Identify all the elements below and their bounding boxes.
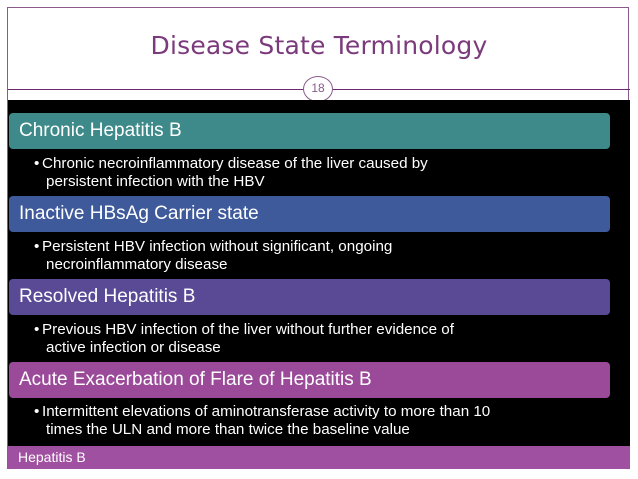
term-label: Acute Exacerbation of Flare of Hepatitis B (19, 369, 372, 390)
term-chronic-hepatitis-b (9, 113, 610, 149)
slide-title: Disease State Terminology (150, 31, 488, 60)
description-line: active infection or disease (46, 339, 221, 356)
slide-number-badge: 18 (303, 76, 333, 102)
term-label: Resolved Hepatitis B (19, 286, 196, 307)
term-label: Inactive HBsAg Carrier state (19, 203, 259, 224)
term-inactive-carrier (9, 196, 610, 232)
footer-bar (8, 446, 630, 469)
bullet-icon: • (34, 155, 40, 172)
bullet-icon: • (34, 321, 40, 338)
bullet-icon: • (34, 238, 40, 255)
description-line: Chronic necroinflammatory disease of the liver caused by (42, 155, 428, 172)
term-acute-exacerbation (9, 362, 610, 398)
description-line: persistent infection with the HBV (46, 173, 265, 190)
footer-label: Hepatitis B (18, 449, 86, 465)
term-description (34, 321, 454, 357)
description-line: Previous HBV infection of the liver without further evidence of (42, 321, 454, 338)
description-line: times the ULN and more than twice the baseline value (46, 421, 410, 438)
term-resolved-hepatitis-b (9, 279, 610, 315)
description-line: necroinflammatory disease (46, 256, 228, 273)
term-label: Chronic Hepatitis B (19, 120, 182, 141)
description-line: Intermittent elevations of aminotransferase activity to more than 10 (42, 403, 491, 420)
term-description (34, 238, 392, 274)
term-description (34, 155, 428, 191)
term-description (34, 403, 490, 439)
bullet-icon: • (34, 403, 40, 420)
description-line: Persistent HBV infection without significant, ongoing (42, 238, 393, 255)
